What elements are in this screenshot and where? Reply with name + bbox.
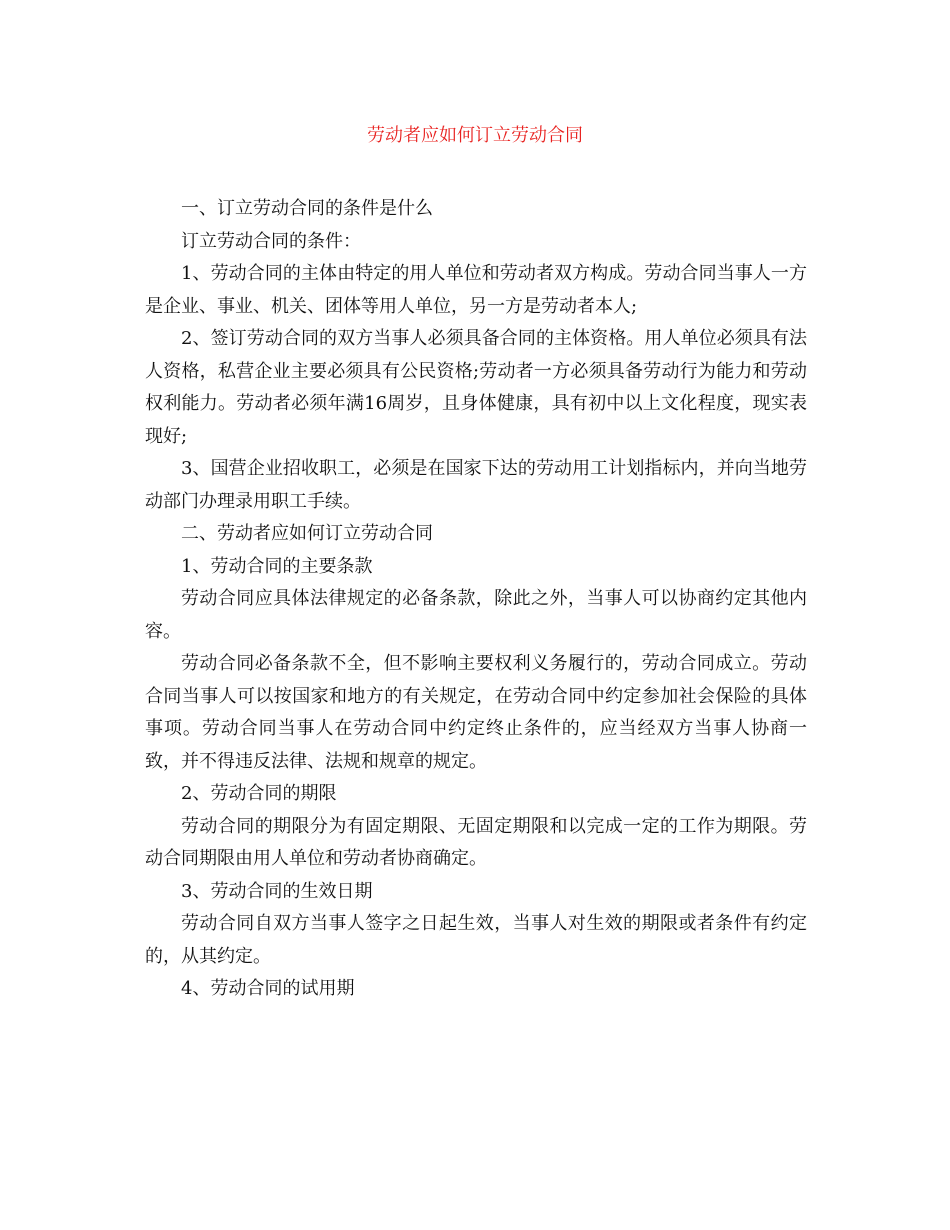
document-body — [145, 193, 807, 1006]
paragraph: 1、劳动合同的主体由特定的用人单位和劳动者双方构成。劳动合同当事人一方是企业、事业、机关、团体等用人单位，另一方是劳动者本人; — [145, 263, 807, 317]
section-heading-2: 二、劳动者应如何订立劳动合同 — [181, 523, 433, 544]
document-title: 劳动者应如何订立劳动合同 — [367, 125, 583, 146]
paragraph: 劳动合同自双方当事人签字之日起生效，当事人对生效的期限或者条件有约定的，从其约定。 — [145, 913, 807, 967]
paragraph: 2、签订劳动合同的双方当事人必须具备合同的主体资格。用人单位必须具有法人资格，私营企业主要必须具有公民资格;劳动者一方必须具备劳动行为能力和劳动权利能力。劳动者必须年满16周岁，且身体健康，具有初中以上文化程度，现实表现好; — [145, 328, 807, 447]
subheading: 4、劳动合同的试用期 — [181, 978, 355, 999]
paragraph: 劳动合同必备条款不全，但不影响主要权利义务履行的，劳动合同成立。劳动合同当事人可以按国家和地方的有关规定，在劳动合同中约定参加社会保险的具体事项。劳动合同当事人在劳动合同中约定终止条件的，应当经双方当事人协商一致，并不得违反法律、法规和规章的规定。 — [145, 653, 807, 772]
subheading: 1、劳动合同的主要条款 — [181, 555, 373, 577]
paragraph: 劳动合同的期限分为有固定期限、无固定期限和以完成一定的工作为期限。劳动合同期限由用人单位和劳动者协商确定。 — [145, 815, 807, 869]
paragraph: 3、国营企业招收职工，必须是在国家下达的劳动用工计划指标内，并向当地劳动部门办理录用职工手续。 — [145, 458, 807, 512]
paragraph: 劳动合同应具体法律规定的必备条款，除此之外，当事人可以协商约定其他内容。 — [145, 588, 807, 642]
subheading: 2、劳动合同的期限 — [181, 783, 337, 804]
section-heading-1: 一、订立劳动合同的条件是什么 — [181, 198, 433, 219]
subheading: 3、劳动合同的生效日期 — [181, 880, 373, 902]
paragraph: 订立劳动合同的条件： — [181, 230, 361, 252]
